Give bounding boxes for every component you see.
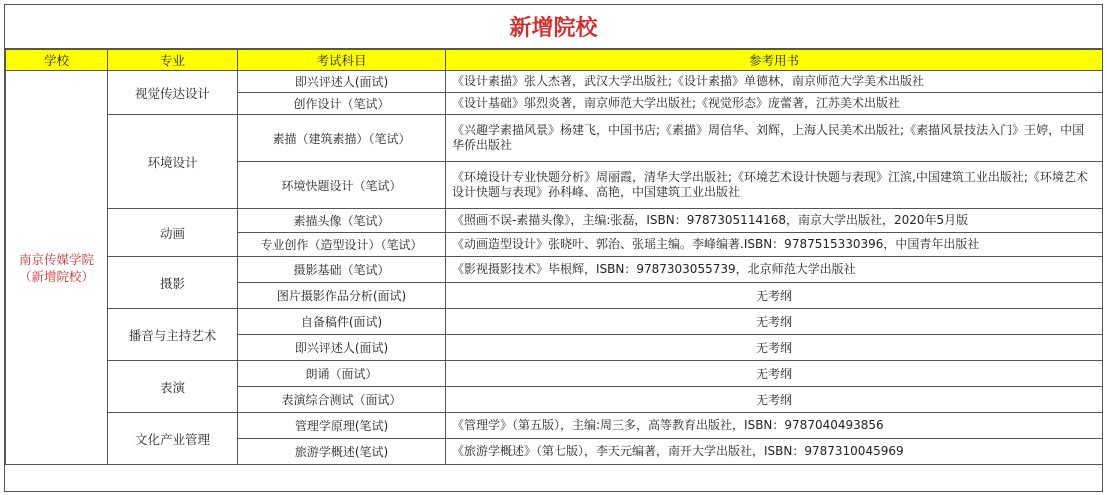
subject-cell: 图片摄影作品分析(面试) <box>238 283 446 309</box>
school-name: 南京传媒学院 <box>18 251 94 267</box>
books-cell: 《兴趣学素描风景》杨建飞，中国书店;《素描》周信华、刘辉，上海人民美术出版社;《素描风景技法入门》王婷，中国华侨出版社 <box>446 115 1103 162</box>
subject-cell: 表演综合测试（面试） <box>238 387 446 413</box>
books-cell: 无考纲 <box>446 335 1103 361</box>
books-cell: 无考纲 <box>446 283 1103 309</box>
table-row <box>6 361 1103 387</box>
header-row <box>6 50 1103 71</box>
subject-cell: 环境快题设计（笔试） <box>238 162 446 209</box>
header-school: 学校 <box>6 50 108 71</box>
major-cell: 环境设计 <box>108 115 238 209</box>
table-row <box>6 309 1103 335</box>
major-cell: 文化产业管理 <box>108 413 238 465</box>
subject-cell: 管理学原理(笔试) <box>238 413 446 439</box>
school-note: （新增院校） <box>18 268 94 284</box>
subject-cell: 摄影基础（笔试） <box>238 257 446 283</box>
books-cell: 《旅游学概述》（第七版），李天元编著，南开大学出版社，ISBN：9787310045969 <box>446 439 1103 465</box>
header-major: 专业 <box>108 50 238 71</box>
admission-table <box>5 49 1103 465</box>
books-cell: 《设计基础》邬烈炎著，南京师范大学出版社;《视觉形态》庞蕾著，江苏美术出版社 <box>446 93 1103 115</box>
subject-cell: 创作设计（笔试） <box>238 93 446 115</box>
table-row <box>6 257 1103 283</box>
books-cell: 《管理学》（第五版），主编:周三多，高等教育出版社，ISBN：9787040493856 <box>446 413 1103 439</box>
table-row <box>6 413 1103 439</box>
subject-cell: 自备稿件(面试) <box>238 309 446 335</box>
books-cell: 《动画造型设计》张晓叶、郭治、张瑶主编。李峰编著.ISBN：9787515330396，中国青年出版社 <box>446 233 1103 257</box>
subject-cell: 即兴评述人(面试) <box>238 71 446 93</box>
major-cell: 视觉传达设计 <box>108 71 238 115</box>
subject-cell: 素描（建筑素描）（笔试） <box>238 115 446 162</box>
major-cell: 表演 <box>108 361 238 413</box>
page-title: 新增院校 <box>5 5 1102 49</box>
header-books: 参考用书 <box>446 50 1103 71</box>
major-cell: 摄影 <box>108 257 238 309</box>
books-cell: 无考纲 <box>446 309 1103 335</box>
table-row <box>6 209 1103 233</box>
school-name-cell <box>6 71 108 465</box>
major-cell: 动画 <box>108 209 238 257</box>
subject-cell: 即兴评述人(面试) <box>238 335 446 361</box>
books-cell: 《照画不误-素描头像》，主编:张磊，ISBN：9787305114168，南京大学出版社，2020年5月版 <box>446 209 1103 233</box>
subject-cell: 旅游学概述(笔试) <box>238 439 446 465</box>
books-cell: 《影视摄影技术》毕根辉，ISBN：9787303055739，北京师范大学出版社 <box>446 257 1103 283</box>
books-cell: 《环境设计专业快题分析》周丽霞，清华大学出版社;《环境艺术设计快题与表现》江滨,中国建筑工业出版社;《环境艺术设计快题与表现》孙科峰、高艳，中国建筑工业出版社 <box>446 162 1103 209</box>
table-row <box>6 115 1103 162</box>
table-row <box>6 71 1103 93</box>
books-cell: 无考纲 <box>446 361 1103 387</box>
subject-cell: 素描头像（笔试） <box>238 209 446 233</box>
subject-cell: 朗诵（面试） <box>238 361 446 387</box>
subject-cell: 专业创作（造型设计）（笔试） <box>238 233 446 257</box>
page-frame <box>4 4 1103 492</box>
books-cell: 无考纲 <box>446 387 1103 413</box>
major-cell: 播音与主持艺术 <box>108 309 238 361</box>
books-cell: 《设计素描》张人杰著，武汉大学出版社;《设计素描》单德林，南京师范大学美术出版社 <box>446 71 1103 93</box>
header-subject: 考试科目 <box>238 50 446 71</box>
